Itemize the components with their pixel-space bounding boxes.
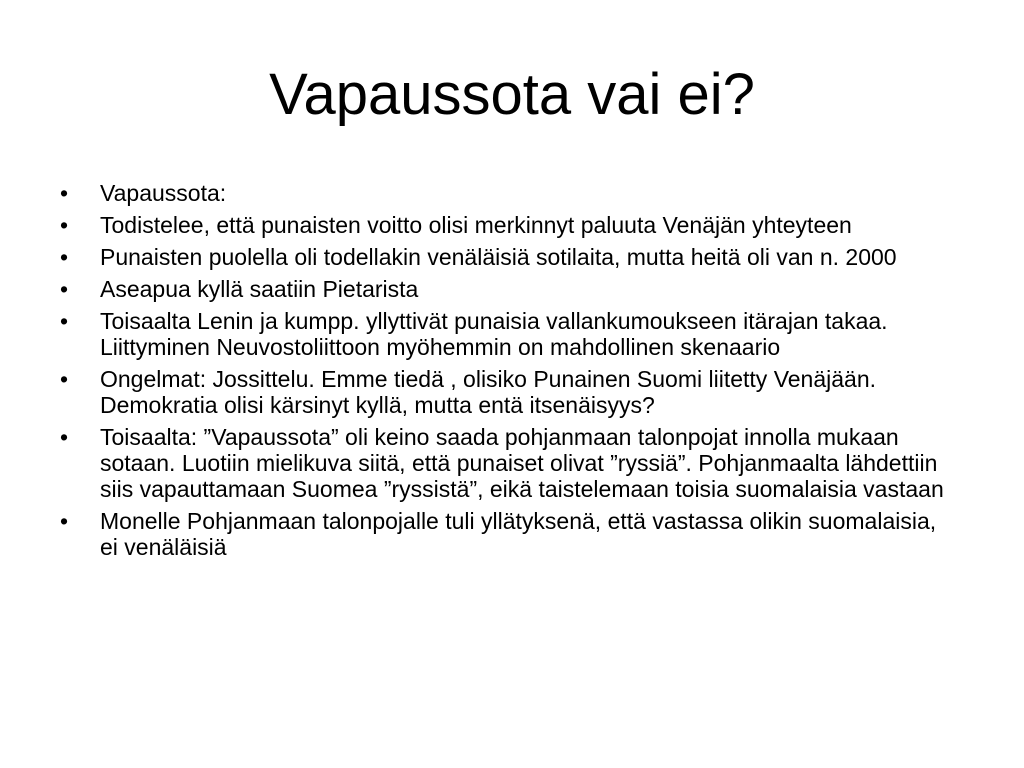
bullet-icon: •: [60, 308, 69, 334]
list-item: [60, 366, 960, 418]
bullet-text: Ongelmat: Jossittelu. Emme tiedä , olisiko Punainen Suomi liitetty Venäjään. Demokratia olisi kärsinyt kyllä, mutta entä itsenäisyys?: [100, 366, 877, 418]
bullet-icon: •: [60, 212, 69, 238]
list-item: [60, 424, 960, 502]
bullet-text: Aseapua kyllä saatiin Pietarista: [100, 276, 419, 302]
bullet-text: Vapaussota:: [100, 180, 227, 206]
bullet-text: Todistelee, että punaisten voitto olisi merkinnyt paluuta Venäjän yhteyteen: [100, 212, 852, 238]
bullet-icon: •: [60, 366, 69, 392]
list-item: [60, 276, 960, 302]
list-item: [60, 180, 960, 206]
bullet-text: Monelle Pohjanmaan talonpojalle tuli yllätyksenä, että vastassa olikin suomalaisia, ei venäläisiä: [100, 508, 937, 560]
bullet-list: [60, 180, 960, 566]
bullet-icon: •: [60, 244, 69, 270]
list-item: [60, 244, 960, 270]
bullet-icon: •: [60, 424, 69, 450]
list-item: [60, 212, 960, 238]
bullet-icon: •: [60, 276, 69, 302]
bullet-text: Punaisten puolella oli todellakin venäläisiä sotilaita, mutta heitä oli van n. 2000: [100, 244, 897, 270]
slide-title: Vapaussota vai ei?: [269, 62, 755, 127]
list-item: [60, 308, 960, 360]
bullet-text: Toisaalta: ”Vapaussota” oli keino saada pohjanmaan talonpojat innolla mukaan sotaan. Luotiin mielikuva siitä, että punaiset olivat ”ryssiä”. Pohjanmaalta lähdettiin siis vapauttamaan Suomea ”ryssistä”, eikä taistelemaan toisia suomalaisia vastaan: [100, 424, 944, 502]
bullet-text: Toisaalta Lenin ja kumpp. yllyttivät punaisia vallankumoukseen itärajan takaa. Liittyminen Neuvostoliittoon myöhemmin on mahdollinen skenaario: [100, 308, 888, 360]
bullet-icon: •: [60, 508, 69, 534]
list-item: [60, 508, 960, 560]
bullet-icon: •: [60, 180, 69, 206]
